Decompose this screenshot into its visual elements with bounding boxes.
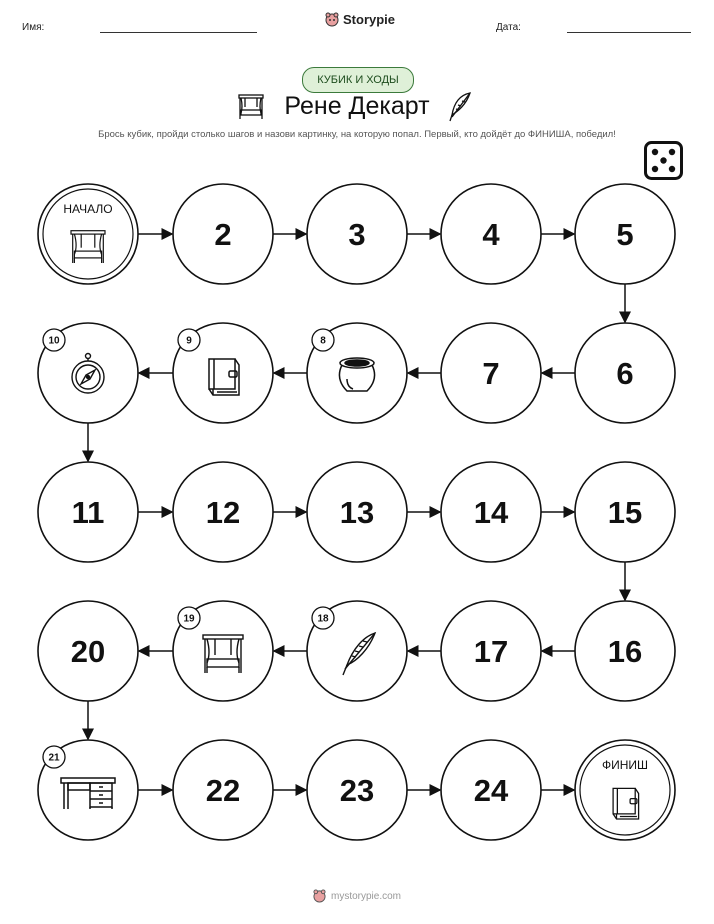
cell-number: 15 — [607, 495, 643, 530]
cell-number: 4 — [482, 217, 500, 252]
board-cell-12[interactable] — [173, 462, 273, 562]
footer — [0, 889, 714, 903]
board-cell-24[interactable] — [441, 740, 541, 840]
cell-number: 8 — [320, 335, 326, 347]
cell-number: 2 — [214, 217, 232, 252]
board-cell-10[interactable] — [38, 323, 138, 423]
board-cell-17[interactable] — [441, 601, 541, 701]
board-cell-23[interactable] — [307, 740, 407, 840]
board-cell-9[interactable] — [173, 323, 273, 423]
storypie-mascot-icon — [313, 889, 326, 903]
cell-number: 19 — [183, 613, 195, 625]
name-label: Имя: — [22, 22, 45, 33]
cell-number: 11 — [71, 495, 105, 530]
page-title: Рене Декарт — [284, 92, 430, 120]
brand-name: Storypie — [343, 12, 396, 27]
board-cell-11[interactable] — [38, 462, 138, 562]
start-cell[interactable] — [38, 184, 138, 284]
cell-number: 12 — [205, 495, 241, 530]
instructions: Брось кубик, пройди столько шагов и назови картинку, на которую попал. Первый, кто дойдёт до ФИНИША, победил! — [98, 129, 616, 140]
board-cell-15[interactable] — [575, 462, 675, 562]
board-cell-19[interactable] — [173, 601, 273, 701]
cell-number: 10 — [48, 335, 60, 347]
cell-number: 21 — [48, 752, 60, 764]
cell-number: 23 — [339, 773, 375, 808]
board-cell-21[interactable] — [38, 740, 138, 840]
cell-number: 14 — [473, 495, 509, 530]
cell-number: 22 — [205, 773, 241, 808]
board-cell-3[interactable] — [307, 184, 407, 284]
cell-number: 18 — [317, 613, 329, 625]
board-cell-13[interactable] — [307, 462, 407, 562]
cell-number: 24 — [473, 773, 509, 808]
board-cell-18[interactable] — [307, 601, 407, 701]
date-label: Дата: — [496, 22, 521, 33]
board-cell-4[interactable] — [441, 184, 541, 284]
board-cell-20[interactable] — [38, 601, 138, 701]
cell-circle — [575, 740, 675, 840]
board-cell-6[interactable] — [575, 323, 675, 423]
cell-number: 16 — [607, 634, 643, 669]
cell-number: 17 — [473, 634, 509, 669]
cell-number: 3 — [348, 217, 366, 252]
activity-badge: КУБИК И ХОДЫ — [302, 67, 414, 93]
finish-label: ФИНИШ — [601, 758, 649, 772]
board-cell-8[interactable] — [307, 323, 407, 423]
finish-cell[interactable] — [575, 740, 675, 840]
start-label: НАЧАЛО — [63, 202, 113, 216]
cell-number: 6 — [616, 356, 634, 391]
board-cell-7[interactable] — [441, 323, 541, 423]
board-cell-14[interactable] — [441, 462, 541, 562]
cell-number: 5 — [616, 217, 634, 252]
cell-number: 13 — [339, 495, 375, 530]
board-cell-22[interactable] — [173, 740, 273, 840]
board-cell-2[interactable] — [173, 184, 273, 284]
board-cell-5[interactable] — [575, 184, 675, 284]
cell-number: 7 — [482, 356, 500, 391]
cell-number: 9 — [186, 335, 192, 347]
footer-url[interactable]: mystorypie.com — [330, 890, 401, 902]
cell-number: 20 — [70, 634, 106, 669]
board-cell-16[interactable] — [575, 601, 675, 701]
